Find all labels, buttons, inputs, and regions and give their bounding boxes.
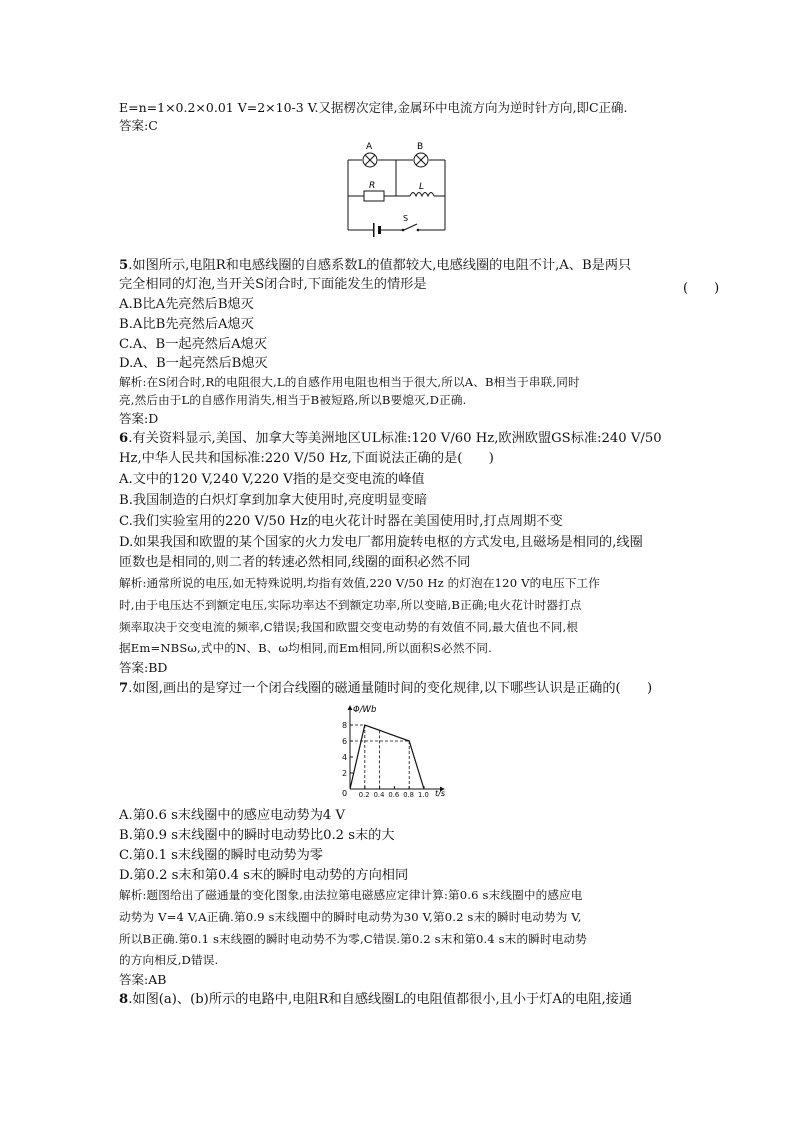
- explanation-6-line-4: 据Em=NBSω,式中的N、B、ω均相同,而Em相同,所以面积S必然不同.: [119, 641, 492, 655]
- option-7c: C.第0.1 s末线圈的瞬时电动势为零: [119, 848, 323, 863]
- x-tick-label-0.2: 0.2: [358, 791, 370, 799]
- x-tick-label-0.4: 0.4: [373, 791, 385, 799]
- y-axis-label: Φ/Wb: [353, 705, 377, 715]
- question-7: 7.如图,画出的是穿过一个闭合线圈的磁通量随时间的变化规律,以下哪些认识是正确的( ): [119, 681, 653, 696]
- answer-q4: 答案:C: [119, 118, 158, 133]
- lamp-b-label: B: [417, 142, 424, 152]
- option-7d: D.第0.2 s末和第0.4 s末的瞬时电动势的方向相同: [119, 868, 409, 883]
- switch-label: S: [403, 214, 409, 223]
- option-7b: B.第0.9 s末线圈中的瞬时电动势比0.2 s末的大: [119, 828, 395, 843]
- circuit-diagram: [340, 138, 455, 238]
- y-tick-label-8: 8: [342, 721, 348, 730]
- option-6c: C.我们实验室用的220 V/50 Hz的电火花计时器在美国使用时,打点周期不变: [119, 514, 563, 529]
- question-6-line-2: Hz,中华人民共和国标准:220 V/50 Hz,下面说法正确的是( ): [119, 451, 494, 466]
- explanation-7-line-1: 解析:题图给出了磁通量的变化图象,由法拉第电磁感应定律计算:第0.6 s末线圈中的感应电: [119, 888, 583, 902]
- explanation-7-line-2: 动势为 V=4 V,A正确.第0.9 s末线圈中的瞬时电动势为30 V,第0.2 s末的瞬时电动势为 V,: [119, 910, 582, 924]
- option-7a: A.第0.6 s末线圈中的感应电动势为4 V: [119, 808, 346, 823]
- flux-time-graph: [336, 700, 456, 804]
- option-6d-line-1: D.如果我国和欧盟的某个国家的火力发电厂都用旋转电枢的方式发电,且磁场是相同的,线圈: [119, 535, 643, 550]
- flux-series-line: [350, 725, 424, 789]
- option-6a: A.文中的120 V,240 V,220 V指的是交变电流的峰值: [119, 472, 425, 487]
- explanation-5-line-2: 亮,然后由于L的自感作用消失,相当于B被短路,所以B要熄灭,D正确.: [119, 393, 467, 407]
- option-5d: D.A、B一起亮然后B熄灭: [119, 356, 268, 371]
- y-tick-label-2: 2: [342, 769, 348, 778]
- question-8: 8.如图(a)、(b)所示的电路中,电阻R和自感线圈L的电阻值都很小,且小于灯A的电阻,接通: [119, 992, 633, 1007]
- explanation-7-line-4: 的方向相反,D错误.: [119, 953, 219, 967]
- option-5c: C.A、B一起亮然后A熄灭: [119, 337, 268, 352]
- x-tick-label-0.8: 0.8: [403, 791, 415, 799]
- lamp-b-icon: [414, 153, 428, 167]
- answer-q6: 答案:BD: [119, 660, 168, 675]
- answer-q7: 答案:AB: [119, 972, 167, 987]
- question-5-line-1: 5.如图所示,电阻R和电感线圈的自感系数L的值都较大,电感线圈的电阻不计,A、B是两只: [119, 258, 632, 273]
- resistor-label: R: [369, 181, 376, 191]
- origin-label: 0: [342, 789, 348, 798]
- x-tick-label-0.6: 0.6: [388, 791, 400, 799]
- question-5-line-2: 完全相同的灯泡,当开关S闭合时,下面能发生的情形是: [119, 277, 427, 292]
- explanation-6-line-1: 解析:通常所说的电压,如无特殊说明,均指有效值,220 V/50 Hz 的灯泡在120 V的电压下工作: [119, 576, 601, 590]
- option-6b: B.我国制造的白炽灯拿到加拿大使用时,亮度明显变暗: [119, 493, 428, 508]
- explanation-5-line-1: 解析:在S闭合时,R的电阻很大,L的自感作用电阻也相当于很大,所以A、B相当于串联,同时: [119, 375, 580, 389]
- option-5b: B.A比B先亮然后A熄灭: [119, 317, 254, 332]
- answer-q5: 答案:D: [119, 411, 159, 426]
- x-axis-label: t/s: [435, 789, 445, 798]
- option-6d-line-2: 匝数也是相同的,则二者的转速必然相同,线圈的面积必然不同: [119, 555, 471, 570]
- y-tick-label-6: 6: [342, 737, 348, 746]
- explanation-7-line-3: 所以B正确.第0.1 s末线圈的瞬时电动势不为零,C错误.第0.2 s末和第0.4 s末的瞬时电动势: [119, 932, 587, 946]
- lamp-a-label: A: [366, 142, 373, 152]
- explanation-6-line-3: 频率取决于交变电流的频率,C错误;我国和欧盟交变电动势的有效值不同,最大值也不同,根: [119, 620, 579, 634]
- x-tick-label-1.0: 1.0: [418, 791, 429, 799]
- option-5a: A.B比A先亮然后B熄灭: [119, 297, 254, 312]
- inductor-label: L: [419, 182, 425, 192]
- question-6-line-1: 6.有关资料显示,美国、加拿大等美洲地区UL标准:120 V/60 Hz,欧洲欧盟GS标准:240 V/50: [119, 431, 662, 446]
- explanation-6-line-2: 时,由于电压达不到额定电压,实际功率达不到额定功率,所以变暗,B正确;电火花计时器打点: [119, 598, 582, 612]
- prev-solution-line: E=n=1×0.2×0.01 V=2×10-3 V.又据楞次定律,金属环中电流方向为逆时针方向,即C正确.: [119, 100, 628, 115]
- y-tick-label-4: 4: [342, 753, 348, 762]
- lamp-a-icon: [363, 153, 377, 167]
- answer-blank: ( ): [683, 281, 720, 296]
